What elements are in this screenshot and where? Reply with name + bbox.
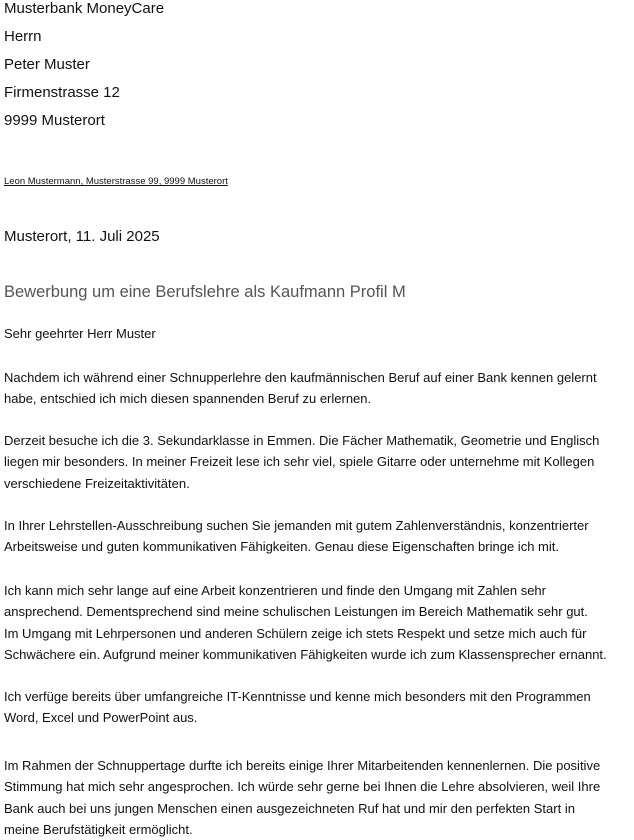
paragraph-line: Stimmung hat mich sehr angesprochen. Ich würde sehr gerne bei Ihnen die Lehre absolvieren, weil Ihre	[4, 779, 601, 795]
sender-line: Leon Mustermann, Musterstrasse 99, 9999 Musterort	[4, 176, 228, 187]
paragraph-line: Word, Excel und PowerPoint aus.	[4, 710, 198, 726]
paragraph-3	[4, 515, 634, 558]
paragraph-line: Schwächere ein. Aufgrund meiner kommunikativen Fähigkeiten wurde ich zum Klassensprecher ernannt.	[4, 646, 607, 662]
paragraph-line: Nachdem ich während einer Schnupperlehre den kaufmännischen Beruf auf einer Bank kennen gelernt	[4, 370, 597, 385]
paragraph-4	[4, 580, 634, 665]
salutation	[4, 323, 634, 344]
salutation-text: Sehr geehrter Herr Muster	[4, 326, 156, 341]
recipient-company: Musterbank MoneyCare	[4, 0, 165, 17]
recipient-name: Peter Muster	[4, 56, 90, 73]
letter-date: Musterort, 11. Juli 2025	[4, 228, 160, 245]
paragraph-line: Arbeitsweise und guten kommunikativen Fähigkeiten. Genau diese Eigenschaften bringe ich mit.	[4, 539, 559, 555]
paragraph-line: habe, entschied ich mich diesen spannenden Beruf zu erlernen.	[4, 391, 372, 407]
paragraph-line: meine Berufstätigkeit ermöglicht.	[4, 821, 193, 837]
paragraph-line: Ich verfüge bereits über umfangreiche IT-Kenntnisse und kenne mich besonders mit den Programmen	[4, 689, 591, 704]
paragraph-line: liegen mir besonders. In meiner Freizeit lese ich sehr viel, spiele Gitarre oder unternehme mit Kollegen	[4, 454, 595, 470]
paragraph-5	[4, 686, 634, 729]
paragraph-1	[4, 367, 634, 410]
paragraph-line: verschiedene Freizeitaktivitäten.	[4, 475, 190, 491]
recipient-city: 9999 Musterort	[4, 112, 105, 129]
paragraph-6	[4, 755, 634, 840]
paragraph-2	[4, 430, 634, 494]
paragraph-line: Im Rahmen der Schnuppertage durfte ich bereits einige Ihrer Mitarbeitenden kennenlernen. Die positive	[4, 758, 601, 773]
paragraph-line: In Ihrer Lehrstellen-Ausschreibung suchen Sie jemanden mit gutem Zahlenverständnis, konzentrierter	[4, 518, 589, 533]
recipient-street: Firmenstrasse 12	[4, 84, 120, 101]
paragraph-line: ansprechend. Dementsprechend sind meine schulischen Leistungen im Bereich Mathematik sehr gut.	[4, 604, 588, 620]
paragraph-line: Bank auch bei uns jungen Menschen einen ausgezeichneten Ruf hat und mir den perfekten Start in	[4, 800, 575, 816]
paragraph-line: Im Umgang mit Lehrpersonen und anderen Schülern zeige ich stets Respekt und setze mich auch für	[4, 625, 587, 641]
recipient-salutation-title: Herrn	[4, 28, 42, 45]
paragraph-line: Derzeit besuche ich die 3. Sekundarklasse in Emmen. Die Fächer Mathematik, Geometrie und Englisch	[4, 433, 600, 448]
letter-subject: Bewerbung um eine Berufslehre als Kaufmann Profil M	[4, 283, 406, 301]
paragraph-line: Ich kann mich sehr lange auf eine Arbeit konzentrieren und finde den Umgang mit Zahlen sehr	[4, 583, 546, 598]
